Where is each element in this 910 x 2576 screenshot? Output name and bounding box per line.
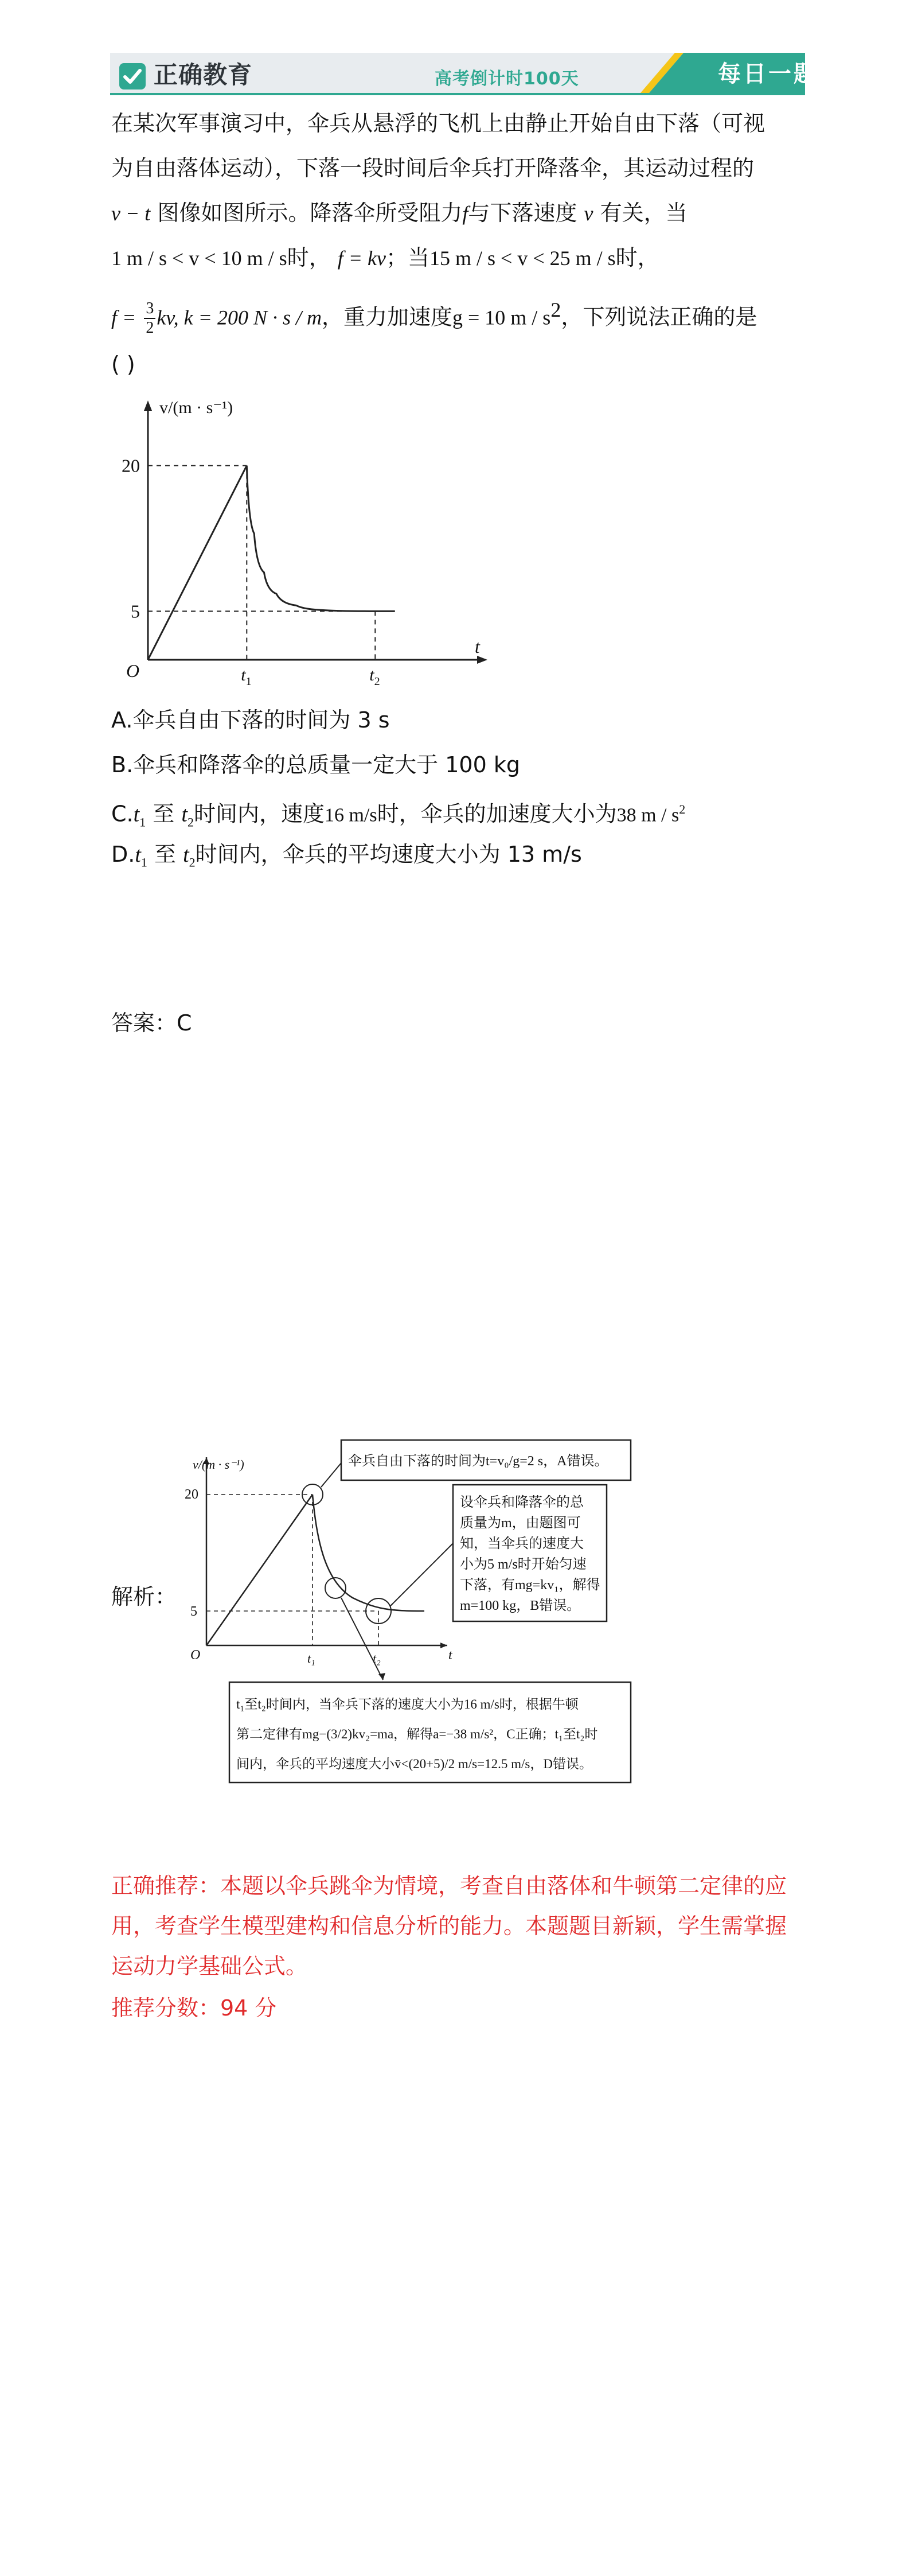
condition-2: 15 m / s < v < 25 m / s [429, 247, 616, 270]
t1-subscript-d: 1 [140, 855, 147, 870]
acceleration-value: 38 m / s [616, 804, 679, 826]
analysis-label: 解析： [111, 1584, 177, 1609]
series-0 [148, 466, 247, 660]
vt-symbol: v − t [111, 202, 151, 225]
gravity-value: g = 10 m / s [452, 306, 551, 329]
x-tick-t2-sub: 2 [374, 675, 380, 688]
analysis-figure [183, 1400, 654, 1801]
analysis-y5: 5 [190, 1604, 197, 1619]
option-c[interactable] [111, 795, 685, 836]
option-d-to: 至 [154, 842, 177, 867]
x-axis-label: t [475, 636, 480, 657]
option-c-mid2: 时，伞兵的加速度大小为 [377, 801, 617, 827]
option-c-prefix: C. [111, 801, 134, 827]
option-c-mid: 时间内，速度 [193, 801, 325, 827]
option-a[interactable]: A.伞兵自由下落的时间为 3 s [111, 707, 390, 733]
chart-series [148, 466, 395, 660]
option-c-to: 至 [153, 801, 175, 827]
recommendation-text: 正确推荐：本题以伞兵跳伞为情境，考查自由落体和牛顿第二定律的应用，考查学生模型建构和信息分析的能力。本题题目新颖，学生需掌握运动力学基础公式。 [111, 1873, 787, 1979]
analysis-box-3-line: 第二定律有mg−(3/2)kv₂=ma，解得a=−38 m/s²，C正确；t₁至t₂时 [236, 1727, 598, 1741]
y-axis-arrow [144, 400, 152, 411]
chart-guides [148, 466, 375, 660]
y-tick-5: 5 [131, 601, 140, 622]
analysis-box-3 [229, 1598, 631, 1783]
countdown-text: 高考倒计时100天 [435, 69, 579, 89]
analysis-box-1 [321, 1440, 631, 1487]
q4-text-a: 时， [287, 245, 331, 270]
analysis-rise-line [206, 1495, 313, 1645]
analysis-xlabel: t [448, 1648, 452, 1663]
q5-text-b: ，下列说法正确的是 [561, 304, 757, 330]
origin-label: O [126, 660, 140, 681]
q4-text-b: ；当 [386, 245, 430, 270]
t2-symbol-d: t [183, 843, 189, 867]
option-d-prefix: D. [111, 842, 135, 867]
acceleration-exponent: 2 [679, 802, 686, 816]
recommend-score: 推荐分数：94 分 [111, 1995, 277, 2021]
t1-symbol-d: t [135, 843, 141, 867]
gravity-exponent: 2 [550, 298, 561, 321]
question-line-1: 在某次军事演习中，伞兵从悬浮的飞机上由静止开始自由下落（可视 [111, 111, 766, 136]
question-line-3 [111, 199, 688, 228]
analysis-decay-curve [313, 1495, 424, 1611]
fraction-numerator: 3 [144, 301, 155, 319]
q3-text-c: 有关，当 [600, 200, 688, 225]
analysis-box-2-line: 下落，有mg=kv₁，解得 [460, 1578, 600, 1593]
chart-labels [122, 398, 481, 688]
t2-symbol: t [181, 802, 188, 827]
header-banner [110, 53, 819, 96]
analysis-box-1-text: 伞兵自由下落的时间为t=v₀/g=2 s，A错误。 [348, 1454, 608, 1469]
analysis-box-2-line: m=100 kg，B错误。 [460, 1598, 581, 1613]
analysis-box-2-line: 设伞兵和降落伞的总 [460, 1495, 584, 1510]
speed-value: 16 m/s [324, 804, 377, 826]
t2-subscript-d: 2 [189, 855, 196, 870]
t1-symbol: t [133, 802, 140, 827]
analysis-box-2 [390, 1485, 607, 1621]
x-axis-arrow [477, 656, 487, 664]
daily-question-badge: 每日一题 [718, 61, 819, 87]
t1-subscript: 1 [139, 815, 146, 830]
f-equals: f = [111, 306, 136, 329]
q3-text-b: 与下落速度 [468, 200, 577, 225]
analysis-box-2-line: 质量为m，由题图可 [460, 1516, 581, 1531]
fraction-denominator: 2 [146, 319, 154, 337]
analysis-box-3-line: 间内，伞兵的平均速度大小v̄<(20+5)/2 m/s=12.5 m/s，D错误。 [236, 1757, 592, 1771]
question-line-2: 为自由落体运动），下落一段时间后伞兵打开降落伞，其运动过程的 [111, 155, 755, 181]
condition-1: 1 m / s < v < 10 m / s [111, 247, 287, 270]
connector-3 [341, 1598, 383, 1680]
f-symbol: f [462, 202, 468, 225]
analysis-box-2-line: 小为5 m/s时开始匀速 [460, 1557, 587, 1572]
k-equation: kv, k = 200 N · s / m [157, 306, 322, 329]
connector-1 [321, 1463, 341, 1487]
series-1 [247, 466, 395, 612]
answer-bracket: ( ) [111, 352, 135, 377]
question-line-4 [111, 243, 659, 273]
vt-chart [109, 390, 499, 688]
y-tick-20: 20 [122, 455, 140, 476]
analysis-graph [185, 1457, 453, 1666]
analysis-t1: t₁ [307, 1651, 315, 1666]
fraction-3-2 [144, 301, 155, 336]
option-b[interactable]: B.伞兵和降落伞的总质量一定大于 100 kg [111, 752, 520, 777]
x-tick-t1-sub: 1 [245, 675, 252, 688]
connector-2 [390, 1543, 453, 1606]
analysis-ylabel: v/(m · s⁻¹) [193, 1457, 244, 1472]
x-tick-t2: $t_2$ [369, 666, 380, 688]
t2-subscript: 2 [187, 815, 194, 830]
analysis-x-arrow [440, 1643, 447, 1648]
question-line-5 [111, 295, 757, 336]
option-d-rest: 时间内，伞兵的平均速度大小为 13 m/s [195, 842, 582, 867]
analysis-origin: O [190, 1648, 201, 1663]
q4-text-c: 时， [615, 245, 659, 270]
analysis-y20: 20 [185, 1487, 198, 1502]
q3-text-a: 图像如图所示。降落伞所受阻力 [157, 200, 463, 225]
chart-axes [144, 400, 487, 664]
v-symbol: v [584, 202, 593, 225]
analysis-t2: t₂ [373, 1651, 381, 1666]
analysis-box-3-lines [236, 1697, 597, 1772]
option-d[interactable] [111, 840, 582, 877]
brand-name: 正确教育 [154, 61, 253, 89]
check-logo-icon [118, 62, 147, 91]
answer-text: 答案：C [111, 1010, 192, 1036]
equation-f-kv: f = kv [337, 247, 386, 270]
analysis-box-3-line: t₁至t₂时间内，当伞兵下落的速度大小为16 m/s时，根据牛顿 [236, 1697, 579, 1711]
q5-text-a: ，重力加速度 [321, 304, 452, 330]
x-tick-t1: $t_1$ [241, 666, 252, 688]
y-axis-label: v/(m · s⁻¹) [159, 398, 233, 417]
analysis-box-2-line: 知，当伞兵的速度大 [460, 1536, 584, 1551]
